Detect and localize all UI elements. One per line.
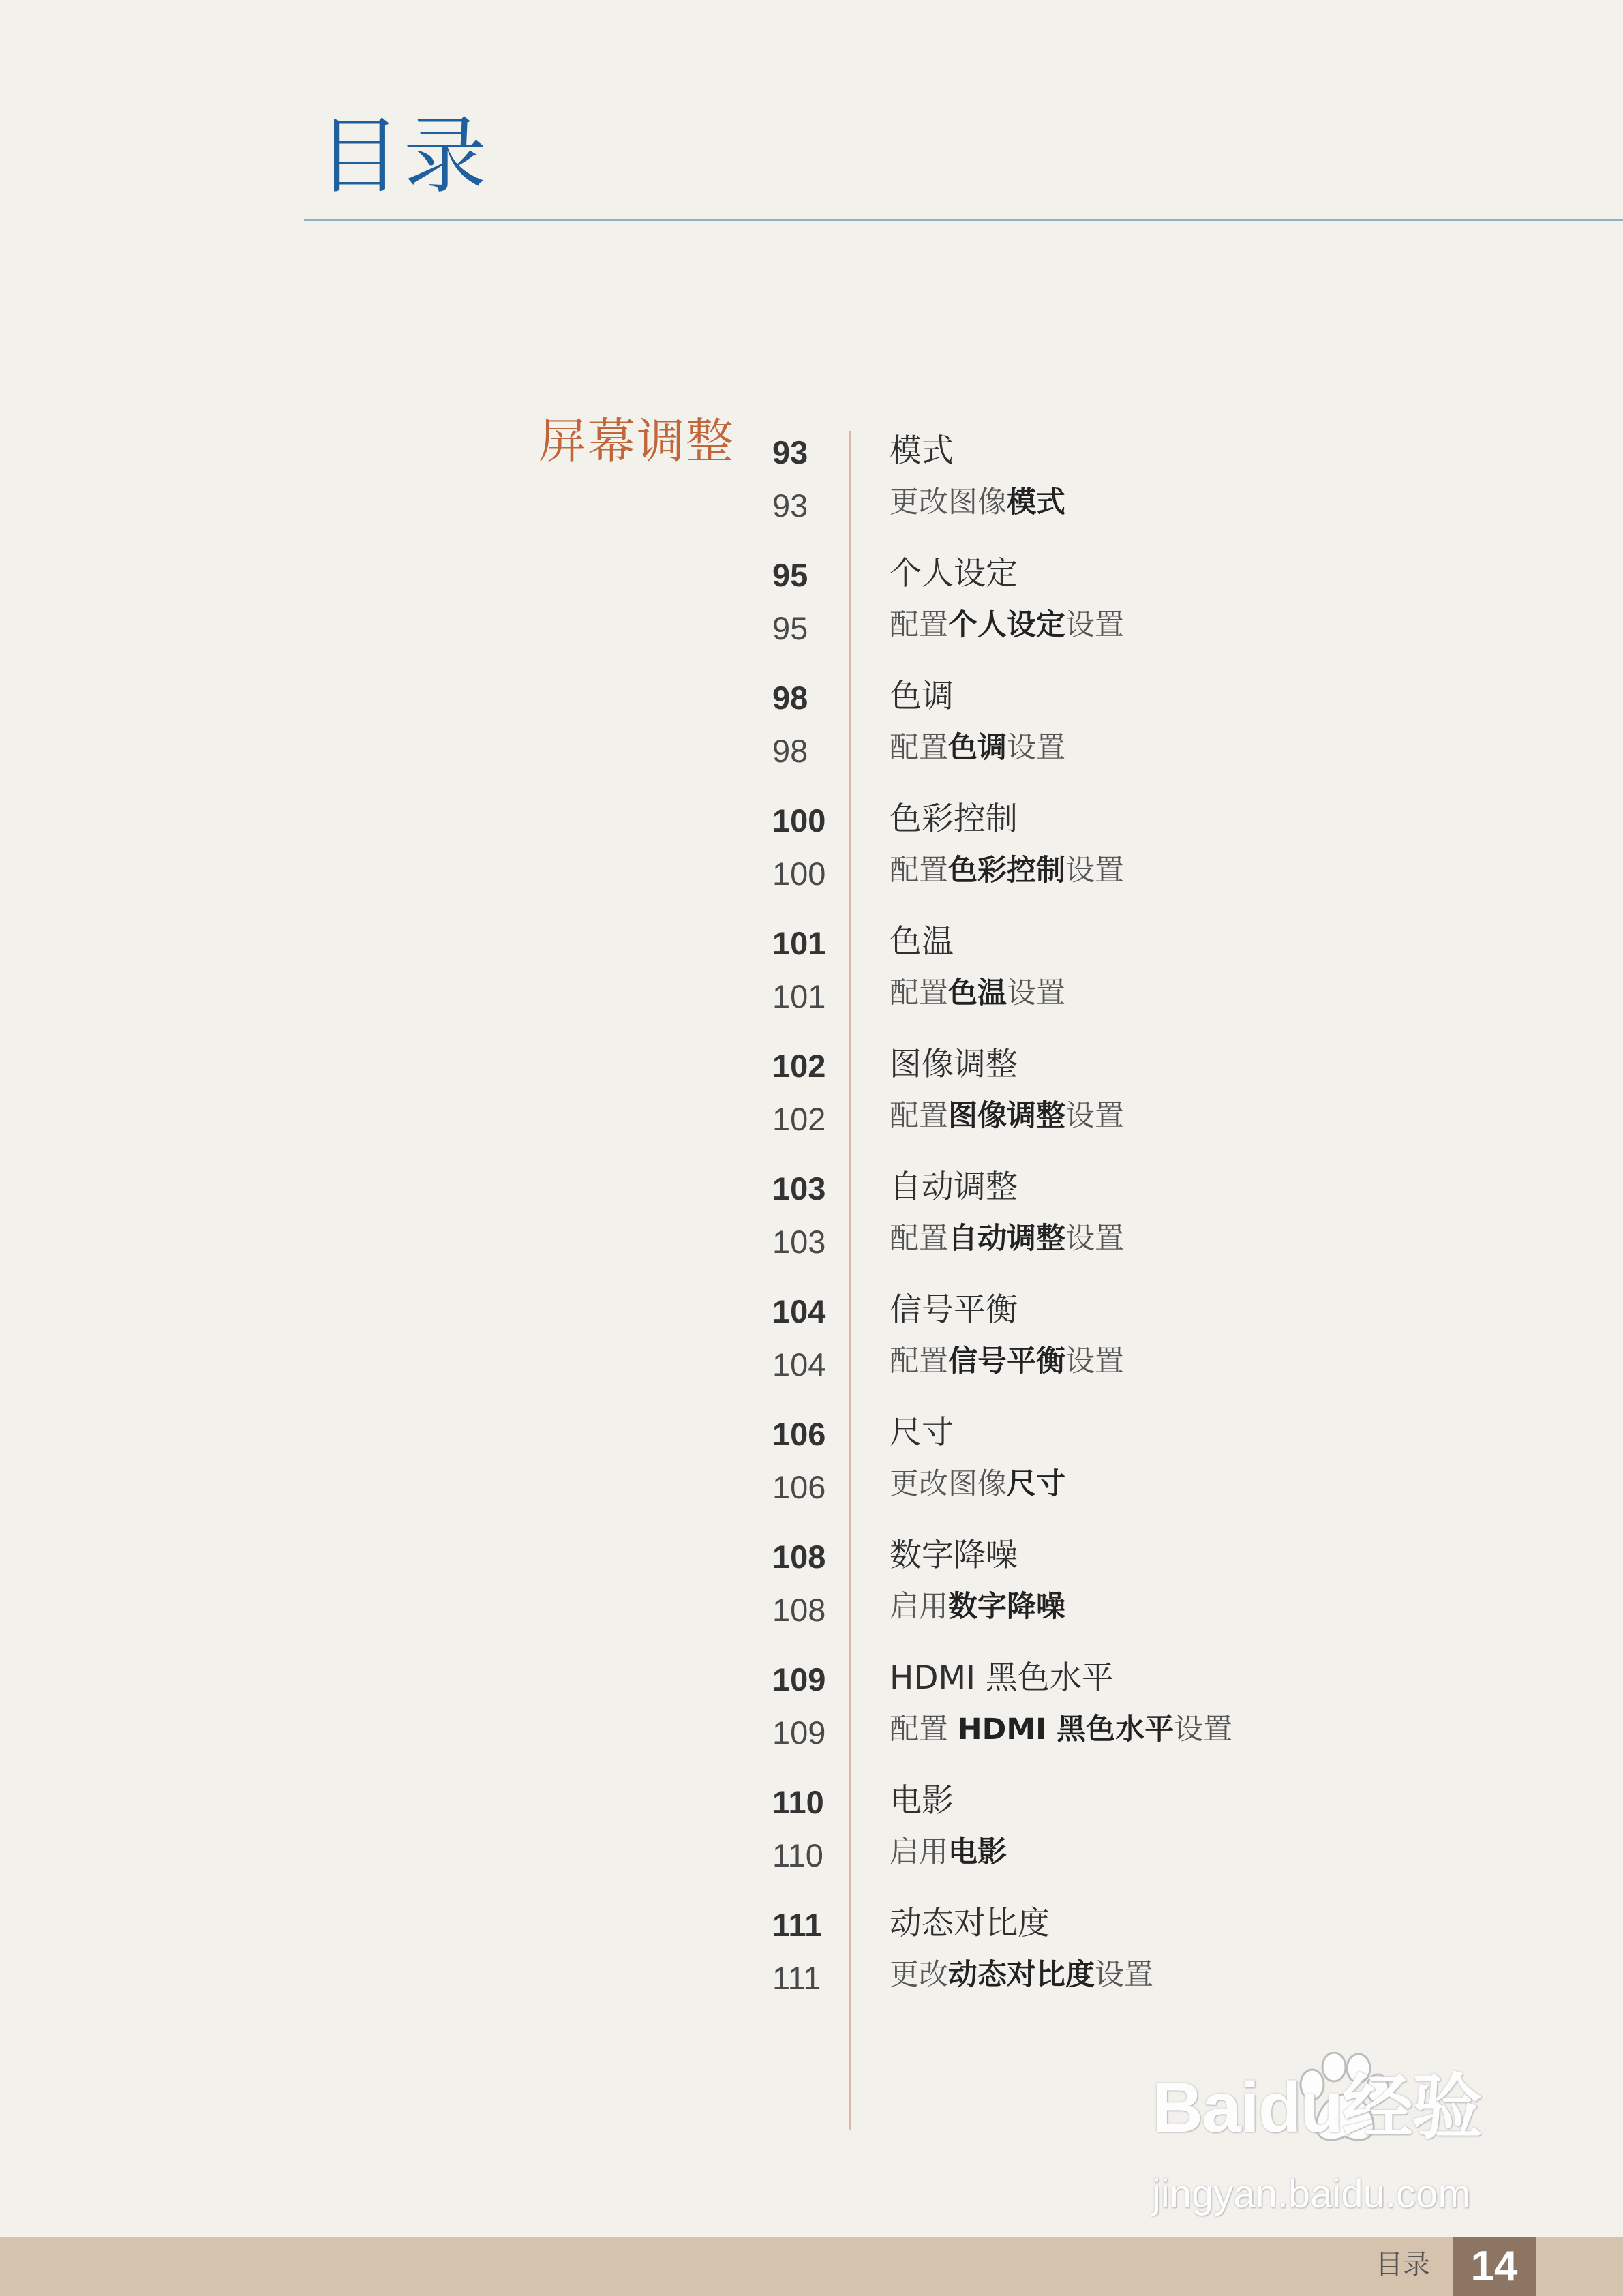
toc-page-number[interactable]: 109 [772,1661,826,1697]
toc-sub-entry[interactable] [890,731,1065,765]
toc-sub-entry[interactable] [890,976,1065,1010]
toc-entry-title[interactable]: 自动调整 [890,1168,1018,1206]
toc-sub-entry[interactable] [890,1099,1124,1133]
toc-sub-entry[interactable] [890,856,1124,886]
toc-sub-page-number[interactable]: 95 [772,610,808,646]
toc-sub-suffix: 设置 [1007,731,1065,765]
toc-entry[interactable] [0,923,1623,1029]
toc-sub-entry[interactable] [890,1592,1065,1622]
toc-sub-prefix: 配置 [890,731,948,765]
toc-sub-highlight: 电影 [948,1835,1007,1869]
toc-sub-page-number[interactable]: 100 [772,856,826,892]
toc-sub-page-number[interactable]: 111 [772,1960,821,1996]
toc-entry-title[interactable]: 数字降噪 [890,1537,1018,1574]
toc-sub-highlight: 尺寸 [1007,1467,1065,1501]
toc-sub-entry[interactable] [890,1958,1153,1992]
toc-entry-title[interactable]: 信号平衡 [890,1291,1018,1329]
toc-sub-page-number[interactable]: 110 [772,1837,823,1873]
toc-entry-title[interactable]: 电影 [890,1782,954,1819]
footer-label: 目录 [1376,2249,1430,2280]
toc-sub-entry[interactable] [890,485,1065,519]
toc-entry[interactable] [0,1782,1623,1888]
footer-page-number: 14 [1453,2237,1536,2296]
toc-sub-highlight: 数字降噪 [948,1590,1065,1624]
toc-entry[interactable] [0,678,1623,784]
page-title: 目录 [318,108,489,205]
toc-page-number[interactable]: 93 [772,434,808,470]
watermark-site-text: jingyan.baidu.com [1152,2172,1471,2216]
toc-entry-title[interactable]: 模式 [890,432,954,470]
toc-sub-page-number[interactable]: 98 [772,733,808,769]
toc-sub-suffix: 设置 [1065,854,1124,888]
toc-sub-prefix: 配置 [890,1344,948,1378]
toc-page-number[interactable]: 104 [772,1293,826,1329]
toc-sub-highlight: 色彩控制 [948,854,1065,888]
watermark-logo-text: Baidu经验 [1152,2068,1481,2147]
toc-sub-prefix: 配置 [890,976,948,1010]
toc-page-number[interactable]: 106 [772,1416,826,1452]
toc-entry[interactable] [0,555,1623,661]
toc-sub-entry[interactable] [890,1712,1233,1747]
toc-sub-prefix: 配置 [890,1712,958,1747]
toc-sub-entry[interactable] [890,1344,1124,1378]
toc-entry[interactable] [0,1414,1623,1520]
toc-sub-entry[interactable] [890,1835,1007,1869]
toc-sub-highlight: 色调 [948,731,1007,765]
toc-entry-title[interactable]: 图像调整 [890,1046,1018,1083]
toc-sub-prefix: 更改图像 [890,1467,1007,1501]
toc-sub-prefix: 更改图像 [890,485,1007,519]
toc-sub-page-number[interactable]: 101 [772,978,826,1014]
toc-page-number[interactable]: 102 [772,1048,826,1084]
toc-sub-prefix: 配置 [890,1099,948,1133]
toc-sub-entry[interactable] [890,1467,1065,1501]
toc-sub-suffix: 设置 [1007,976,1065,1010]
toc-sub-entry[interactable] [890,608,1124,642]
toc-sub-highlight: 个人设定 [948,608,1065,642]
toc-entry-title[interactable]: 个人设定 [890,555,1018,592]
toc-entry[interactable] [0,1537,1623,1643]
toc-entry[interactable] [0,1046,1623,1152]
toc-sub-entry[interactable] [890,1224,1124,1254]
toc-entry[interactable] [0,800,1623,907]
toc-sub-prefix: 配置 [890,854,948,888]
toc-sub-highlight: 自动调整 [948,1222,1065,1256]
toc-entry-title[interactable]: 动态对比度 [890,1905,1050,1942]
toc-sub-prefix: 更改 [890,1958,948,1992]
toc-sub-prefix: 配置 [890,608,948,642]
toc-sub-suffix: 设置 [1095,1958,1153,1992]
toc-sub-highlight: 模式 [1007,485,1065,519]
toc-sub-page-number[interactable]: 103 [772,1224,826,1260]
toc-entry[interactable] [0,1291,1623,1398]
toc-sub-highlight: 信号平衡 [948,1344,1065,1378]
baidu-watermark [1152,2052,1534,2229]
toc-sub-page-number[interactable]: 102 [772,1101,826,1137]
toc-sub-page-number[interactable]: 109 [772,1715,826,1751]
toc-sub-prefix: 启用 [890,1835,948,1869]
toc-entry[interactable] [0,1659,1623,1766]
toc-sub-page-number[interactable]: 104 [772,1346,826,1383]
toc-entry-title[interactable]: 尺寸 [890,1414,954,1451]
toc-sub-page-number[interactable]: 108 [772,1592,826,1628]
toc-page-number[interactable]: 98 [772,680,808,716]
title-rule [304,219,1623,221]
toc-sub-suffix: 设置 [1065,1222,1124,1256]
toc-entry-title[interactable]: 色温 [890,923,954,961]
toc-sub-prefix: 配置 [890,1222,948,1256]
toc-page-number[interactable]: 100 [772,802,826,839]
toc-entry[interactable] [0,432,1623,539]
section-title: 屏幕调整 [539,413,735,469]
toc-entry-title[interactable]: 色彩控制 [890,800,1018,838]
toc-page-number[interactable]: 111 [772,1907,823,1943]
toc-sub-suffix: 设置 [1065,608,1124,642]
toc-entry-title[interactable]: 色调 [890,678,954,715]
toc-sub-highlight: 动态对比度 [948,1958,1095,1992]
toc-page-number[interactable]: 103 [772,1170,826,1207]
toc-sub-suffix: 设置 [1174,1712,1233,1747]
toc-sub-highlight: 图像调整 [948,1099,1065,1133]
toc-sub-suffix: 设置 [1065,1344,1124,1378]
toc-sub-highlight: 色温 [948,976,1007,1010]
toc-sub-page-number[interactable]: 106 [772,1469,826,1505]
toc-entry[interactable] [0,1168,1623,1275]
toc-page-number[interactable]: 108 [772,1539,826,1575]
toc-entry[interactable] [0,1905,1623,2011]
toc-page-number[interactable]: 101 [772,925,826,961]
toc-page-number[interactable]: 110 [772,1784,824,1820]
toc-entry-title[interactable]: HDMI 黑色水平 [890,1659,1114,1697]
toc-sub-suffix: 设置 [1065,1099,1124,1133]
toc-sub-highlight: HDMI 黑色水平 [957,1712,1174,1747]
toc-sub-prefix: 启用 [890,1590,948,1624]
toc-page-number[interactable]: 95 [772,557,808,593]
toc-sub-page-number[interactable]: 93 [772,487,808,524]
